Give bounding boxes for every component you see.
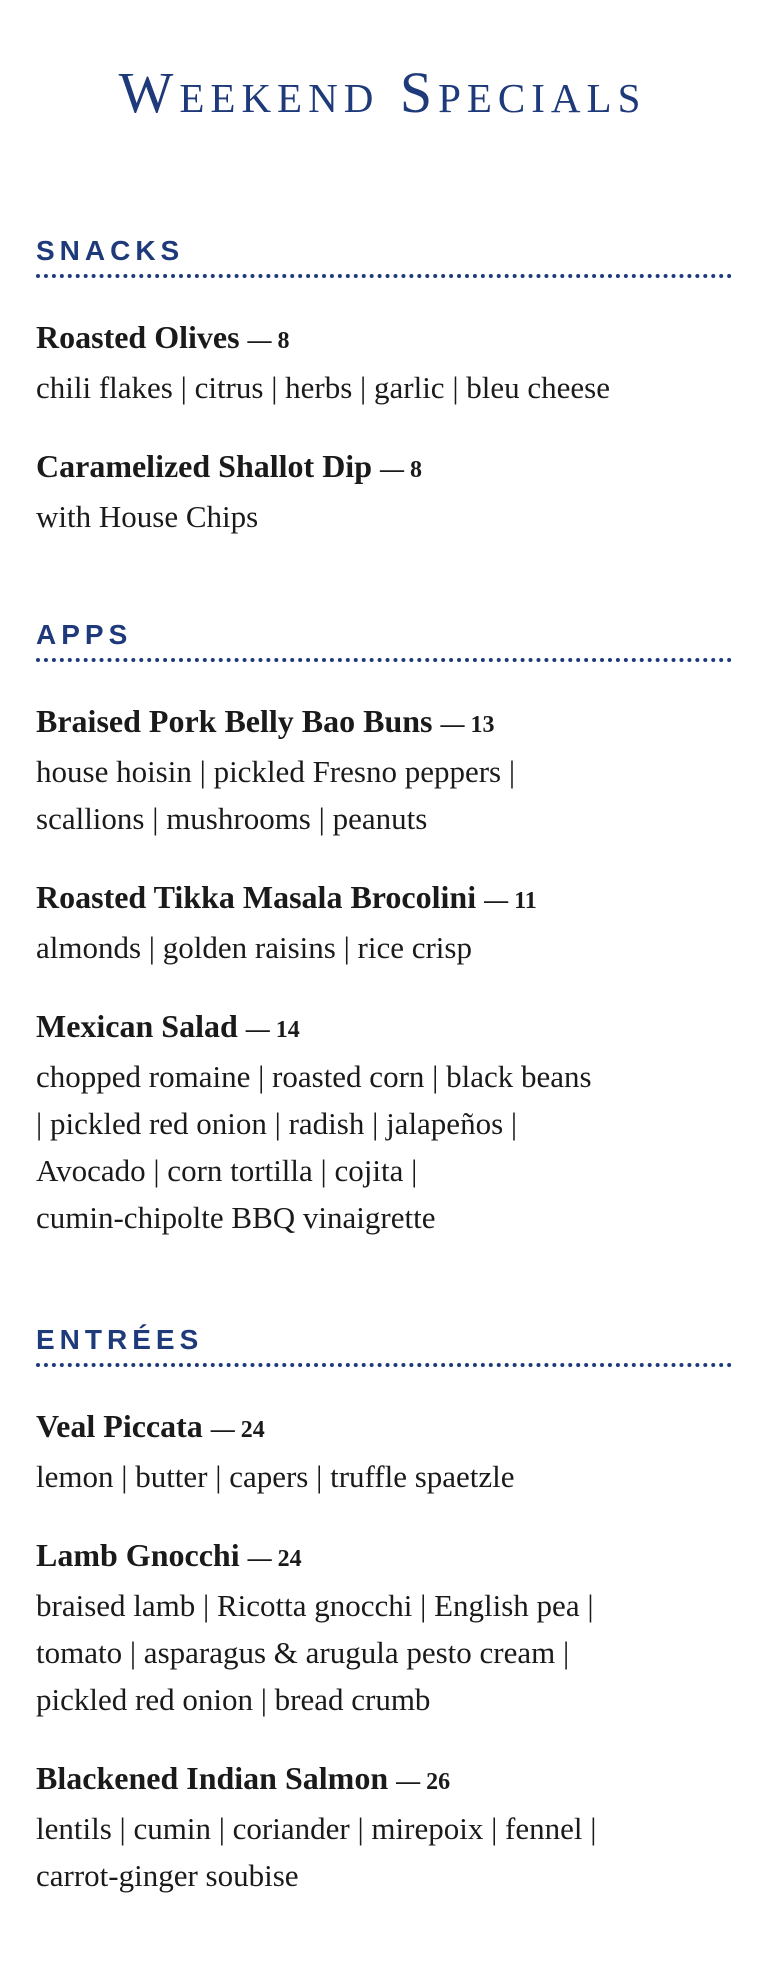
item-description-line: scallions | mushrooms | peanuts [36, 801, 428, 836]
item-name: Roasted Tikka Masala Brocolini [36, 879, 477, 915]
menu-item [36, 700, 732, 842]
item-name: Veal Piccata [36, 1408, 203, 1444]
item-description-line: lentils | cumin | coriander | mirepoix | fennel | [36, 1811, 597, 1846]
item-description [36, 1582, 732, 1723]
item-name: Mexican Salad [36, 1008, 238, 1044]
item-price: — 8 [379, 457, 422, 483]
item-header [36, 876, 732, 922]
item-price: — 11 [484, 888, 537, 914]
item-name: Blackened Indian Salmon [36, 1760, 389, 1796]
section-heading: APPS [36, 618, 732, 662]
item-description [36, 493, 732, 540]
item-header [36, 445, 732, 491]
item-description-line: lemon | butter | capers | truffle spaetzle [36, 1459, 515, 1494]
menu-item [36, 1757, 732, 1899]
item-description-line: tomato | asparagus & arugula pesto cream | [36, 1635, 570, 1670]
item-description [36, 924, 732, 971]
item-description-line: cumin-chipolte BBQ vinaigrette [36, 1200, 436, 1235]
item-description-line: almonds | golden raisins | rice crisp [36, 930, 472, 965]
item-name: Roasted Olives [36, 319, 240, 355]
item-price: — 13 [440, 712, 495, 738]
item-price: — 24 [210, 1417, 265, 1443]
item-name: Lamb Gnocchi [36, 1537, 240, 1573]
menu-item [36, 445, 732, 540]
item-header [36, 316, 732, 362]
item-description-line: with House Chips [36, 499, 259, 534]
item-price: — 24 [247, 1546, 302, 1572]
menu-item [36, 876, 732, 971]
section-heading: SNACKS [36, 234, 732, 278]
menu-item [36, 1405, 732, 1500]
menu-title: Weekend Specials [118, 60, 647, 125]
menu-item [36, 316, 732, 411]
section-heading: ENTRÉES [36, 1323, 732, 1367]
item-description-line: pickled red onion | bread crumb [36, 1682, 431, 1717]
menu-item [36, 1005, 732, 1241]
item-description-line: house hoisin | pickled Fresno peppers | [36, 754, 516, 789]
item-description [36, 364, 732, 411]
menu-item [36, 1534, 732, 1723]
item-price: — 26 [396, 1769, 451, 1795]
item-description [36, 1053, 732, 1241]
item-description [36, 1805, 732, 1899]
item-name: Braised Pork Belly Bao Buns [36, 703, 433, 739]
item-description [36, 1453, 732, 1500]
item-description-line: carrot-ginger soubise [36, 1858, 299, 1893]
item-description-line: | pickled red onion | radish | jalapeños | [36, 1106, 518, 1141]
item-name: Caramelized Shallot Dip [36, 448, 372, 484]
section-apps [36, 618, 732, 1241]
section-snacks [36, 234, 732, 540]
item-description-line: chopped romaine | roasted corn | black beans [36, 1059, 592, 1094]
item-header [36, 1534, 732, 1580]
item-description-line: chili flakes | citrus | herbs | garlic | bleu cheese [36, 370, 610, 405]
item-description-line: Avocado | corn tortilla | cojita | [36, 1153, 418, 1188]
item-header [36, 1757, 732, 1803]
item-header [36, 1405, 732, 1451]
item-header [36, 700, 732, 746]
item-price: — 8 [247, 328, 290, 354]
item-description [36, 748, 732, 842]
item-price: — 14 [245, 1017, 300, 1043]
section-entrees [36, 1323, 732, 1899]
item-description-line: braised lamb | Ricotta gnocchi | English pea | [36, 1588, 594, 1623]
item-header [36, 1005, 732, 1051]
